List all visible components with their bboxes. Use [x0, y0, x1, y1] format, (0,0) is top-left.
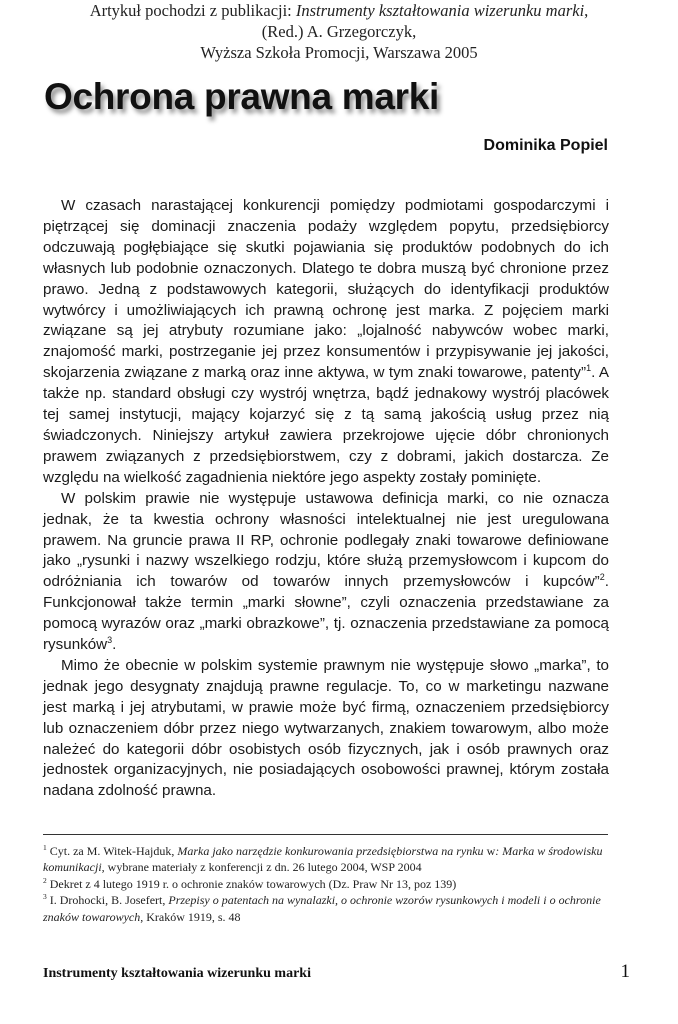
article-body: [43, 196, 609, 802]
paragraph-2-text-a: W polskim prawie nie występuje ustawowa definicja marki, co nie oznacza jednak, że ta kwestia ochrony własności intelektualnej nie jest uregulowana prawem. Na gruncie prawa II RP, ochronie podlegały znaki towarowe definiowane jako „rysunki i nazwy wszelkiego rodzju, które służą przemysłowcom i kupcom do odróżniania ich towarów od towarów innych przemysłowców i kupców”: [43, 489, 609, 591]
footnote-ref-2: 2: [599, 572, 605, 583]
header-line-1: [0, 0, 678, 21]
paragraph-1: [43, 196, 609, 489]
footnote-3-text-b: , Kraków 1919, s. 48: [140, 909, 241, 924]
paragraph-2: [43, 489, 609, 656]
author-name: Dominika Popiel: [483, 137, 608, 154]
footnote-3-italic-a: Przepisy o patentach na wynalazki, o ochronie wzorów rysunkowych i modeli i o ochronie znaków towarowych: [43, 893, 601, 924]
header-prefix: Artykuł pochodzi z publikacji:: [89, 1, 296, 20]
footnote-1-italic-b: : Marka w środowisku komunikacji,: [43, 844, 603, 875]
footnote-1-text-b: w: [483, 844, 496, 858]
footnote-1-text-c: wybrane materiały z konferencji z dn. 26 lutego 2004, WSP 2004: [104, 860, 422, 875]
footnote-1: [43, 843, 609, 876]
footnote-divider: [43, 834, 608, 835]
header-publication-title: Instrumenty kształtowania wizerunku marki: [295, 1, 585, 20]
footnote-3-text-a: I. Drohocki, B. Josefert,: [46, 893, 169, 908]
header-suffix: ,: [584, 1, 589, 20]
page-number: 1: [620, 961, 630, 982]
paragraph-1-text-b: . A także np. standard obsługi czy wystrój wnętrza, bądź jednakowy wystrój placówek tej samej instytucji, mający kojarzyć się z tą samą jakością usług przez nią świadczonych. Niniejszy artykuł zawiera przekrojowe ujęcie dóbr chronionych prawem związanych z przedsiębiorstwem, czy z dobrami, jakich dostarcza. Ze względu na wielkość zagadnienia niektóre jego aspekty zostały pominięte.: [43, 364, 609, 486]
footnote-ref-3: 3: [107, 634, 113, 645]
header-line-3: Wyższa Szkoła Promocji, Warszawa 2005: [200, 43, 478, 62]
article-title: Ochrona prawna marki: [44, 76, 439, 117]
footnote-ref-1: 1: [586, 363, 592, 374]
paragraph-3: Mimo że obecnie w polskim systemie prawnym nie występuje słowo „marka”, to jednak jego desygnaty znajdują prawne regulacje. To, co w marketingu nazwane jest marką i jej atrybutami, w prawie może być firmą, oznaczeniem przedsiębiorcy lub oznaczeniem dóbr przez niego wytwarzanych, znakiem towarowym, albo może należeć do kategorii dóbr osobistych osób fizycznych, jak i osób prawnych oraz jednostek organizacyjnych, nie posiadających osobowości prawnej, którym została nadana zdolność prawna.: [43, 656, 609, 800]
paragraph-2-text-b: . Funkcjonował także termin „marki słowne”, czyli oznaczenia przedstawiane za pomocą wyrazów oraz „marki obrazkowe”, tj. oznaczenia przedstawiane za pomocą rysunków: [43, 573, 609, 654]
publication-header: [0, 0, 678, 63]
footer-publication-title: Instrumenty kształtowania wizerunku marki: [43, 966, 311, 981]
footnote-1-italic-a: Marka jako narzędzie konkurowania przedsiębiorstwa na rynku: [177, 844, 484, 858]
footnote-1-text-a: Cyt. za M. Witek-Hajduk,: [46, 844, 178, 858]
paragraph-1-text-a: W czasach narastającej konkurencji pomiędzy podmiotami gospodarczymi i piętrzącej się dominacji znaczenia podaży względem popytu, przedsiębiorcy odczuwają pogłębiające się skutki pojawiania się produktów podobnych do ich własnych lub podobnie oznaczonych. Dlatego te dobra muszą być chronione przez prawo. Jedną z podstawowych kategorii, służących do identyfikacji produktów wytwórcy i umożliwiających ich prawną ochronę jest marka. Z pojęciem marki związane są jej atrybuty rozumiane jako: „lojalność nabywców wobec marki, znajomość marki, postrzeganie jej przez konsumentów i przypisywanie jej jakości, skojarzenia związane z marką oraz inne aktywa, w tym znaki towarowe, patenty”: [43, 197, 609, 382]
footnote-3-number: 3: [43, 892, 47, 902]
footnote-2-text: Dekret z 4 lutego 1919 r. o ochronie znaków towarowych (Dz. Praw Nr 13, poz 139): [46, 876, 457, 891]
footnote-3: [43, 892, 609, 925]
paragraph-2-text-c: .: [112, 636, 117, 654]
footnote-1-number: 1: [43, 843, 47, 852]
footnote-2: [43, 876, 609, 892]
header-line-2: (Red.) A. Grzegorczyk,: [261, 22, 417, 41]
footnote-2-number: 2: [43, 875, 47, 885]
footnotes: [43, 843, 609, 925]
